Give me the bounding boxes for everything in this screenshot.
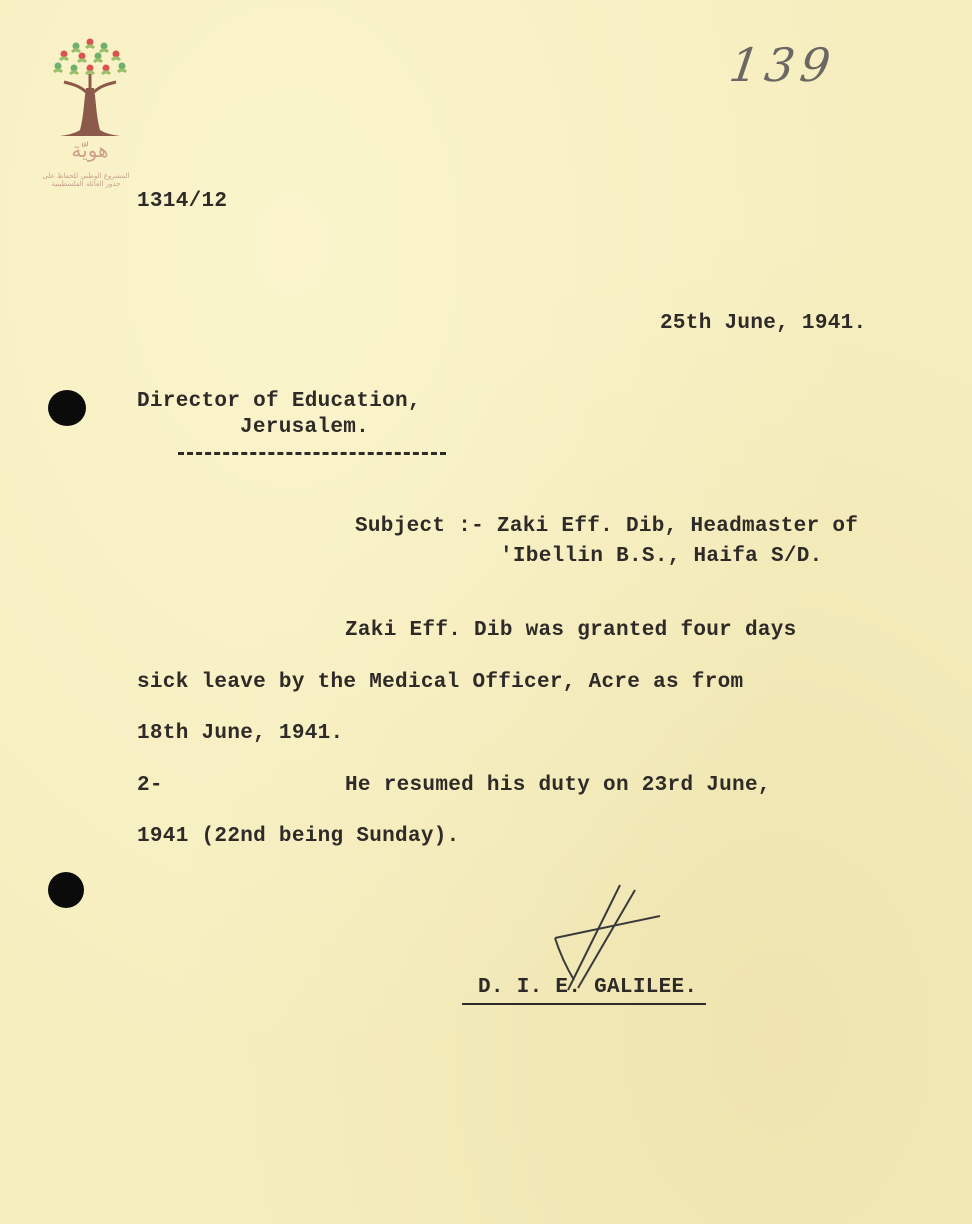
watermark-caption-line2: جذور العائلة الفلسطينية xyxy=(51,180,121,188)
body-para2-number: 2- xyxy=(137,774,163,797)
addressee-line2: Jerusalem. xyxy=(240,416,370,439)
addressee-line1: Director of Education, xyxy=(137,390,421,413)
body-para2-line2: 1941 (22nd being Sunday). xyxy=(137,825,460,848)
punch-hole-bottom xyxy=(48,872,84,908)
signature-underline xyxy=(462,1003,706,1005)
page-number: 139 xyxy=(726,38,840,92)
reference-number: 1314/12 xyxy=(137,190,228,213)
punch-hole-top xyxy=(48,390,86,426)
watermark-word: هويّة xyxy=(71,138,109,162)
family-tree-logo-icon xyxy=(40,30,140,195)
addressee-underline xyxy=(178,452,446,455)
letter-date: 25th June, 1941. xyxy=(660,312,867,335)
watermark-caption-line1: المشروع الوطني للحفاظ على xyxy=(42,172,130,180)
body-para1-line3: 18th June, 1941. xyxy=(137,722,344,745)
body-para1-line2: sick leave by the Medical Officer, Acre as from xyxy=(137,671,744,694)
body-para2-line1: He resumed his duty on 23rd June, xyxy=(345,774,771,797)
body-para1-line1: Zaki Eff. Dib was granted four days xyxy=(345,619,797,642)
subject-line1: Subject :- Zaki Eff. Dib, Headmaster of xyxy=(355,515,859,538)
watermark-caption xyxy=(36,172,136,188)
subject-line2: 'Ibellin B.S., Haifa S/D. xyxy=(500,545,823,568)
signature-block: D. I. E. GALILEE. xyxy=(478,976,698,999)
